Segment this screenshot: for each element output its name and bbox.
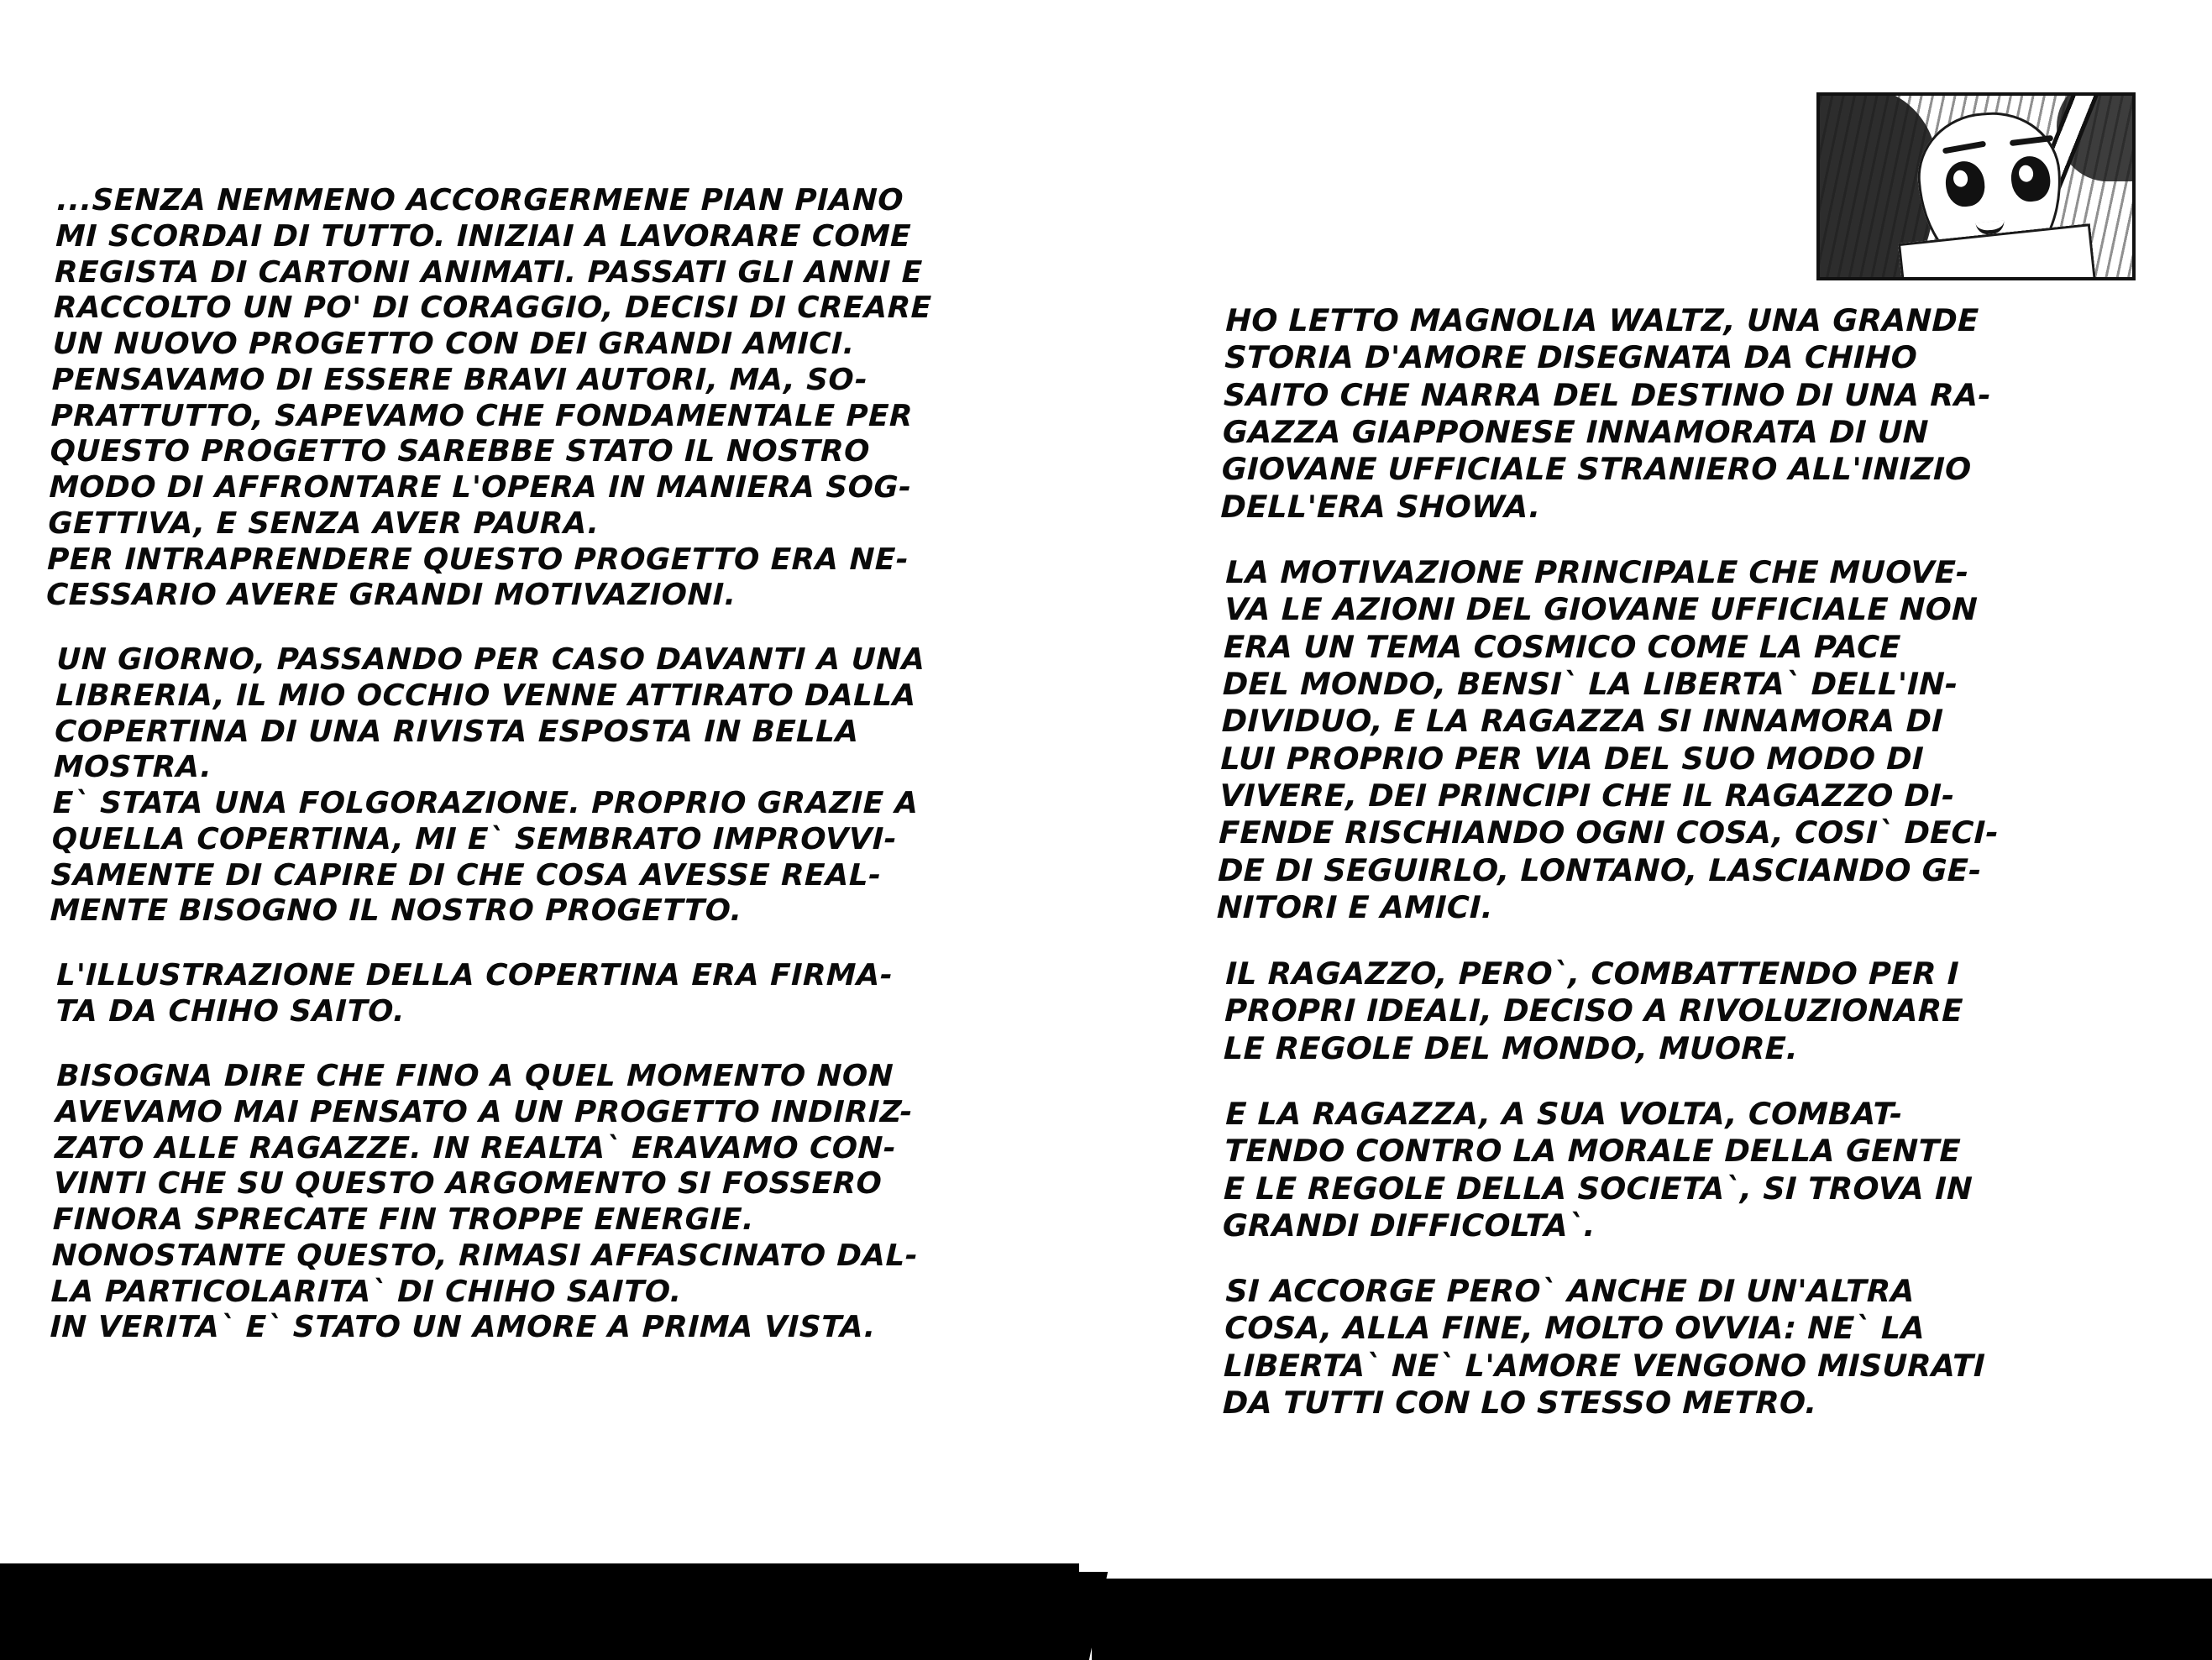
paragraph: UN GIORNO, PASSANDO PER CASO DAVANTI A UNA LIBRERIA, IL MIO OCCHIO VENNE ATTIRATO DALLA COPERTINA DI UNA RIVISTA ESPOSTA IN BELLA MOSTRA. E` STATA UNA FOLGORAZIONE. PROPRIO GRAZIE A QUELLA COPERTINA, MI E` SEMBRATO IMPROVVI- SAMENTE DI CAPIRE DI CHE COSA AVESSE REAL- MENTE BISOGNO IL NOSTRO PROGETTO. — [50, 642, 926, 929]
paragraph-spacer — [1226, 927, 2171, 956]
page-edge-bar-right — [1092, 1579, 2212, 1660]
paragraph-spacer — [57, 929, 981, 958]
paragraph: HO LETTO MAGNOLIA WALTZ, UNA GRANDE STORIA D'AMORE DISEGNATA DA CHIHO SAITO CHE NARRA DEL DESTINO DI UNA RA- GAZZA GIAPPONESE INNAMORATA DI UN GIOVANE UFFICIALE STRANIERO ALL'INIZIO DELL'ERA SHOWA. — [1220, 302, 1992, 525]
paragraph-spacer — [57, 1030, 981, 1059]
paragraph: IL RAGAZZO, PERO`, COMBATTENDO PER I PROPRI IDEALI, DECISO A RIVOLUZIONARE LE REGOLE DEL MONDO, MUORE. — [1223, 955, 1964, 1066]
paragraph: SI ACCORGE PERO` ANCHE DI UN'ALTRA COSA, ALLA FINE, MOLTO OVVIA: NE` LA LIBERTA` NE` L'AMORE VENGONO MISURATI DA TUTTI CON LO STESSO METRO. — [1222, 1272, 1986, 1421]
paragraph: L'ILLUSTRAZIONE DELLA COPERTINA ERA FIRMA- TA DA CHIHO SAITO. — [55, 958, 894, 1029]
paragraph: E LA RAGAZZA, A SUA VOLTA, COMBAT- TENDO CONTRO LA MORALE DELLA GENTE E LE REGOLE DELLA SOCIETA`, SI TROVA IN GRANDI DIFFICOLTA`. — [1222, 1095, 1974, 1244]
paragraph: BISOGNA DIRE CHE FINO A QUEL MOMENTO NON AVEVAMO MAI PENSATO A UN PROGETTO INDIRIZ- ZATO ALLE RAGAZZE. IN REALTA` ERAVAMO CON- VINTI CHE SU QUESTO ARGOMENTO SI FOSSERO FINORA SPRECATE FIN TROPPE ENERGIE. NONOSTANTE QUESTO, RIMASI AFFASCINATO DAL- LA PARTICOLARITA` DI CHIHO SAITO. IN VERITA` E` STATO UN AMORE A PRIMA VISTA. — [50, 1058, 919, 1345]
manga-panel-portrait — [1816, 92, 2136, 280]
page-edge-bar-left — [0, 1563, 1079, 1660]
paragraph-spacer — [1226, 1067, 2171, 1096]
paragraph-spacer — [1226, 526, 2171, 554]
paragraph: LA MOTIVAZIONE PRINCIPALE CHE MUOVE- VA LE AZIONI DEL GIOVANE UFFICIALE NON ERA UN TEMA COSMICO COME LA PACE DEL MONDO, BENSI` LA LIBERTA` DELL'IN- DIVIDUO, E LA RAGAZZA SI INNAMORA DI LUI PROPRIO PER VIA DEL SUO MODO DI VIVERE, DEI PRINCIPI CHE IL RAGAZZO DI- FENDE RISCHIANDO OGNI COSA, COSI` DECI- DE DI SEGUIRLO, LONTANO, LASCIANDO GE- NITORI E AMICI. — [1216, 554, 2000, 926]
paragraph-spacer — [1226, 1244, 2171, 1273]
paragraph: ...SENZA NEMMENO ACCORGERMENE PIAN PIANO MI SCORDAI DI TUTTO. INIZIAI A LAVORARE COME REGISTA DI CARTONI ANIMATI. PASSATI GLI ANNI E RACCOLTO UN PO' DI CORAGGIO, DECISI DI CREARE UN NUOVO PROGETTO CON DEI GRANDI AMICI. PENSAVAMO DI ESSERE BRAVI AUTORI, MA, SO- PRATTUTTO, SAPEVAMO CHE FONDAMENTALE PER QUESTO PROGETTO SAREBBE STATO IL NOSTRO MODO DI AFFRONTARE L'OPERA IN MANIERA SOG- GETTIVA, E SENZA AVER PAURA. PER INTRAPRENDERE QUESTO PROGETTO ERA NE- CESSARIO AVERE GRANDI MOTIVAZIONI. — [45, 183, 933, 613]
right-text-column — [1216, 302, 2171, 1422]
paragraph-spacer — [57, 614, 981, 642]
left-text-column — [45, 183, 981, 1346]
